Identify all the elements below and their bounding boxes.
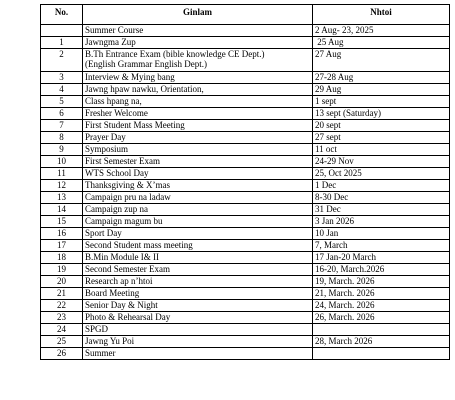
event-date: 3 Jan 2026: [313, 216, 450, 228]
table-row: [41, 348, 450, 360]
event-name: [83, 156, 313, 168]
event-name-line: SPGD: [85, 324, 109, 334]
event-name-line: First Semester Exam: [85, 156, 160, 166]
event-name: [83, 49, 313, 72]
table-row: [41, 336, 450, 348]
row-number: 2: [41, 49, 83, 72]
event-name-line: Research ap n’htoi: [85, 276, 153, 286]
event-name: [83, 132, 313, 144]
table-row: [41, 120, 450, 132]
event-name: [83, 300, 313, 312]
event-date: 21, March. 2026: [313, 288, 450, 300]
event-name-line: Class hpang na,: [85, 96, 142, 106]
row-number: 19: [41, 264, 83, 276]
row-number: 9: [41, 144, 83, 156]
row-number: 14: [41, 204, 83, 216]
row-number: 5: [41, 96, 83, 108]
row-number: 25: [41, 336, 83, 348]
event-name-line: Second Student mass meeting: [85, 240, 193, 250]
table-row: [41, 168, 450, 180]
row-number: 21: [41, 288, 83, 300]
event-date: 31 Dec: [313, 204, 450, 216]
row-number: 18: [41, 252, 83, 264]
event-name: [83, 336, 313, 348]
table-row: [41, 240, 450, 252]
row-number: 3: [41, 72, 83, 84]
table-row: [41, 264, 450, 276]
event-name: [83, 120, 313, 132]
event-date: 1 Dec: [313, 180, 450, 192]
event-name-line: Jawng Yu Poi: [85, 336, 135, 346]
row-number: 22: [41, 300, 83, 312]
event-name-line: WTS School Day: [85, 168, 149, 178]
header-no: No.: [41, 5, 83, 25]
schedule-table: [40, 4, 450, 360]
event-date: 8-30 Dec: [313, 192, 450, 204]
row-number: [41, 25, 83, 37]
row-number: 23: [41, 312, 83, 324]
event-name-line: First Student Mass Meeting: [85, 120, 185, 130]
table-row: [41, 216, 450, 228]
row-number: 26: [41, 348, 83, 360]
table-row: [41, 96, 450, 108]
event-date: 26, March. 2026: [313, 312, 450, 324]
event-date: 27 sept: [313, 132, 450, 144]
row-number: 7: [41, 120, 83, 132]
row-number: 10: [41, 156, 83, 168]
table-row: [41, 25, 450, 37]
row-number: 20: [41, 276, 83, 288]
table-row: [41, 228, 450, 240]
event-name: [83, 324, 313, 336]
event-date: [313, 348, 450, 360]
event-name: [83, 240, 313, 252]
event-name-line: Summer: [85, 348, 116, 358]
event-name-line: Symposium: [85, 144, 129, 154]
event-date: 17 Jan-20 March: [313, 252, 450, 264]
event-date: 25, Oct 2025: [313, 168, 450, 180]
table-row: [41, 288, 450, 300]
event-date: 10 Jan: [313, 228, 450, 240]
event-date: 20 sept: [313, 120, 450, 132]
event-name-line: Campaign magum bu: [85, 216, 163, 226]
event-date: 16-20, March.2026: [313, 264, 450, 276]
event-name: [83, 108, 313, 120]
event-name: [83, 96, 313, 108]
event-name: [83, 264, 313, 276]
event-date: 7, March: [313, 240, 450, 252]
event-name-line: Campaign pru na ladaw: [85, 192, 171, 202]
event-name-line: Campaign zup na: [85, 204, 148, 214]
event-name-line: Second Semester Exam: [85, 264, 170, 274]
table-row: [41, 312, 450, 324]
table-row: [41, 144, 450, 156]
table-row: [41, 84, 450, 96]
event-name-line: Prayer Day: [85, 132, 126, 142]
event-name: [83, 144, 313, 156]
row-number: 16: [41, 228, 83, 240]
event-name-line: Fresher Welcome: [85, 108, 148, 118]
event-name-line: B.Th Entrance Exam (bible knowledge CE Dept.): [85, 49, 265, 59]
event-name: [83, 192, 313, 204]
event-name-line: (English Grammar English Dept.): [85, 59, 207, 69]
table-row: [41, 180, 450, 192]
row-number: 12: [41, 180, 83, 192]
event-date: 27 Aug: [313, 49, 450, 72]
event-date: [313, 324, 450, 336]
event-date: 1 sept: [313, 96, 450, 108]
event-date: 11 oct: [313, 144, 450, 156]
row-number: 4: [41, 84, 83, 96]
event-date: 13 sept (Saturday): [313, 108, 450, 120]
table-row: [41, 156, 450, 168]
event-name-line: Thanksgiving & X’mas: [85, 180, 170, 190]
event-date: 28, March 2026: [313, 336, 450, 348]
table-row: [41, 132, 450, 144]
table-row: [41, 108, 450, 120]
header-nhtoi: Nhtoi: [313, 5, 450, 25]
row-number: 8: [41, 132, 83, 144]
event-name-line: Summer Course: [85, 25, 144, 35]
event-name: [83, 72, 313, 84]
header-ginlam: Ginlam: [83, 5, 313, 25]
event-name-line: Sport Day: [85, 228, 122, 238]
event-name: [83, 288, 313, 300]
row-number: 24: [41, 324, 83, 336]
event-date: 25 Aug: [313, 37, 450, 49]
event-name-line: Jawngma Zup: [85, 37, 136, 47]
table-row: [41, 37, 450, 49]
row-number: 6: [41, 108, 83, 120]
event-name: [83, 252, 313, 264]
event-name-line: B.Min Module I& II: [85, 252, 159, 262]
event-name: [83, 348, 313, 360]
event-name: [83, 204, 313, 216]
event-name-line: Interview & Mying bang: [85, 72, 175, 82]
event-name: [83, 312, 313, 324]
row-number: 11: [41, 168, 83, 180]
table-row: [41, 324, 450, 336]
event-name-line: Photo & Rehearsal Day: [85, 312, 171, 322]
table-row: [41, 49, 450, 72]
table-row: [41, 204, 450, 216]
event-date: 19, March. 2026: [313, 276, 450, 288]
row-number: 15: [41, 216, 83, 228]
event-date: 24, March. 2026: [313, 300, 450, 312]
table-row: [41, 192, 450, 204]
header-row: [41, 5, 450, 25]
event-name: [83, 168, 313, 180]
event-name-line: Senior Day & Night: [85, 300, 158, 310]
table-row: [41, 252, 450, 264]
event-date: 2 Aug- 23, 2025: [313, 25, 450, 37]
event-date: 27-28 Aug: [313, 72, 450, 84]
event-date: 29 Aug: [313, 84, 450, 96]
row-number: 17: [41, 240, 83, 252]
row-number: 1: [41, 37, 83, 49]
event-name-line: Board Meeting: [85, 288, 140, 298]
schedule-rows: [41, 25, 450, 360]
event-name: [83, 25, 313, 37]
event-date: 24-29 Nov: [313, 156, 450, 168]
row-number: 13: [41, 192, 83, 204]
event-name: [83, 180, 313, 192]
table-row: [41, 300, 450, 312]
event-name: [83, 228, 313, 240]
table-row: [41, 276, 450, 288]
event-name: [83, 84, 313, 96]
event-name: [83, 37, 313, 49]
event-name: [83, 216, 313, 228]
event-name-line: Jawng hpaw nawku, Orientation,: [85, 84, 204, 94]
table-row: [41, 72, 450, 84]
event-name: [83, 276, 313, 288]
